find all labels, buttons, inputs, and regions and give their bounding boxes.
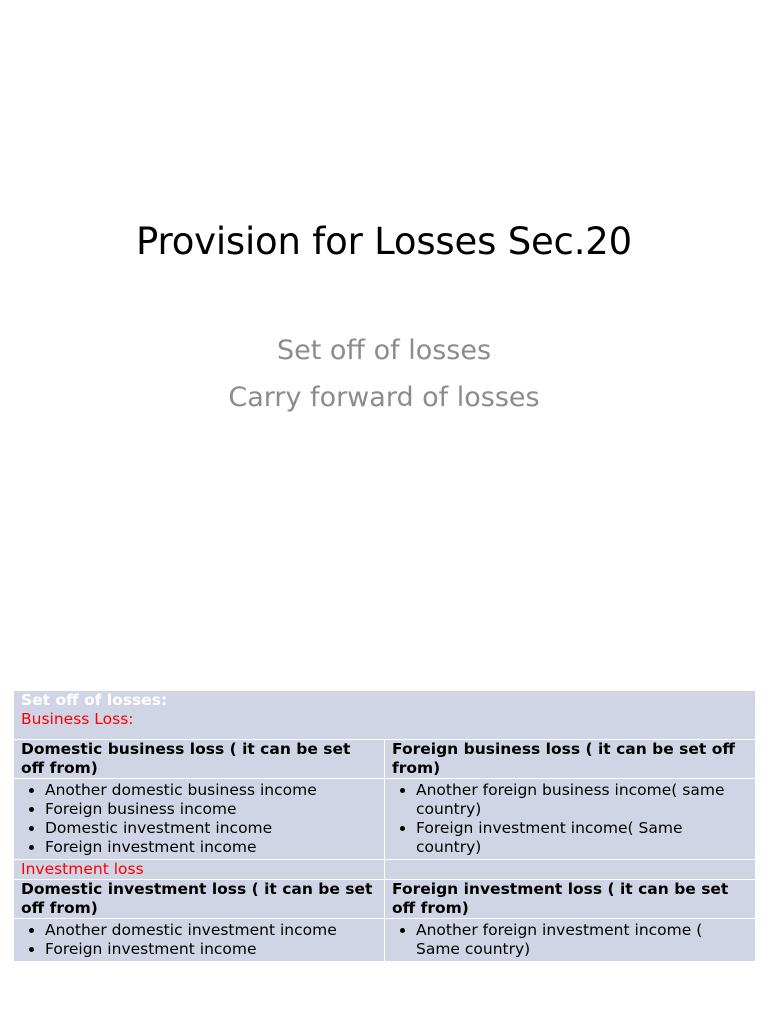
- business-items-row: [14, 779, 756, 860]
- domestic-business-items-cell: [14, 779, 385, 860]
- list-item: • Foreign business income: [45, 800, 377, 819]
- list-item: • Foreign investment income( Same country): [416, 819, 748, 857]
- empty-cell: [385, 860, 756, 880]
- foreign-business-loss-heading: Foreign business loss ( it can be set off from): [385, 740, 756, 779]
- list-item: • Another foreign business income( same country): [416, 781, 748, 819]
- list-item: • Another domestic business income: [45, 781, 377, 800]
- investment-items-row: [14, 919, 756, 962]
- table-header-row: [14, 691, 756, 740]
- slide-subtitle-line2: Carry forward of losses: [228, 382, 540, 413]
- table-header-cell: [14, 691, 756, 740]
- list-item: • Another domestic investment income: [45, 921, 377, 940]
- business-headings-row: [14, 740, 756, 779]
- foreign-investment-loss-heading: Foreign investment loss ( it can be set off from): [385, 880, 756, 919]
- domestic-business-loss-heading: Domestic business loss ( it can be set off from): [14, 740, 385, 779]
- investment-headings-row: [14, 880, 756, 919]
- loss-setoff-table: [13, 690, 756, 962]
- domestic-investment-loss-heading: Domestic investment loss ( it can be set off from): [14, 880, 385, 919]
- slide-title: Provision for Losses Sec.20: [136, 220, 632, 263]
- business-loss-label: Business Loss:: [21, 710, 134, 728]
- list-item: • Foreign investment income: [45, 940, 377, 959]
- domestic-business-list: [21, 781, 377, 857]
- domestic-investment-list: [21, 921, 377, 959]
- list-item: • Another foreign investment income ( Same country): [416, 921, 748, 959]
- list-item: • Domestic investment income: [45, 819, 377, 838]
- foreign-investment-list: [392, 921, 748, 959]
- foreign-business-list: [392, 781, 748, 857]
- domestic-investment-items-cell: [14, 919, 385, 962]
- slide-subtitle-line1: Set off of losses: [276, 335, 492, 366]
- investment-loss-label-row: [14, 860, 756, 880]
- foreign-investment-items-cell: [385, 919, 756, 962]
- table-header-title: Set off of losses:: [21, 691, 168, 709]
- foreign-business-items-cell: [385, 779, 756, 860]
- list-item: • Foreign investment income: [45, 838, 377, 857]
- investment-loss-label: Investment loss: [14, 860, 385, 880]
